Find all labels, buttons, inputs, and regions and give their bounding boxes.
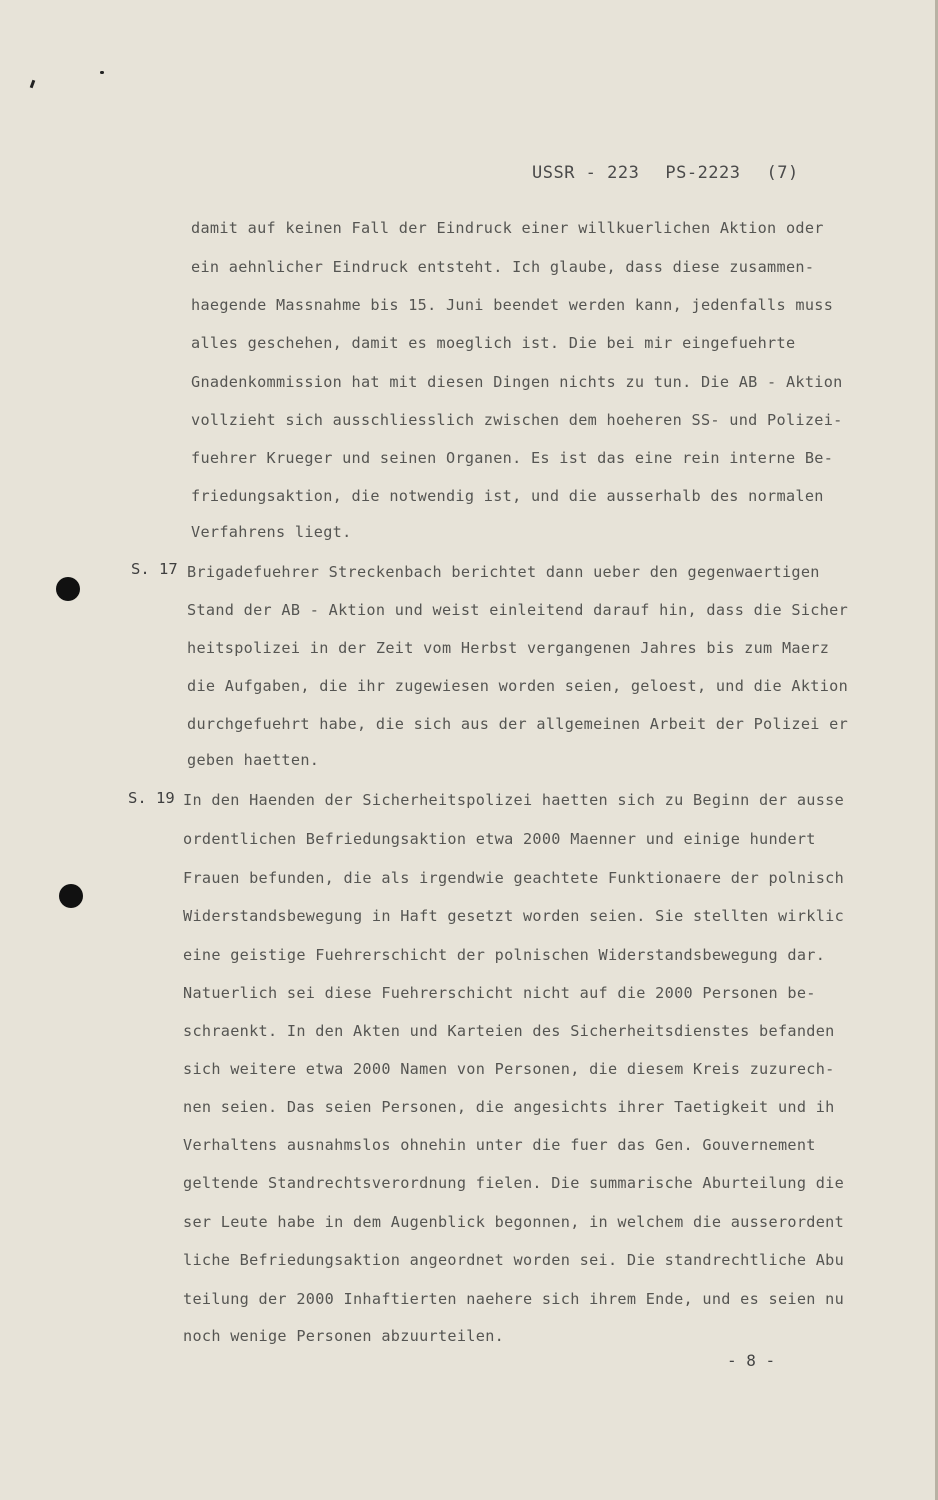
document-reference	[532, 163, 799, 183]
text-line: In den Haenden der Sicherheitspolizei haetten sich zu Beginn der ausse	[183, 791, 845, 809]
text-line: Widerstandsbewegung in Haft gesetzt worden seien. Sie stellten wirklic	[183, 907, 845, 925]
text-line: noch wenige Personen abzuurteilen.	[183, 1327, 505, 1345]
text-line: sich weitere etwa 2000 Namen von Personen, die diesem Kreis zuzurech-	[183, 1060, 835, 1078]
text-line: ordentlichen Befriedungsaktion etwa 2000 Maenner und einige hundert	[183, 830, 816, 848]
punch-hole-top	[56, 577, 80, 601]
ref-ps: PS-2223	[665, 163, 741, 183]
text-line: damit auf keinen Fall der Eindruck einer willkuerlichen Aktion oder	[191, 219, 824, 237]
text-line: eine geistige Fuehrerschicht der polnischen Widerstandsbewegung dar.	[183, 946, 826, 964]
text-line: Verfahrens liegt.	[191, 523, 352, 541]
text-line: nen seien. Das seien Personen, die angesichts ihrer Taetigkeit und ih	[183, 1098, 835, 1116]
text-line: heitspolizei in der Zeit vom Herbst vergangenen Jahres bis zum Maerz	[187, 639, 830, 657]
text-line: fuehrer Krueger und seinen Organen. Es ist das eine rein interne Be-	[191, 449, 834, 467]
text-line: durchgefuehrt habe, die sich aus der allgemeinen Arbeit der Polizei er	[187, 715, 849, 733]
punch-hole-bottom	[59, 884, 83, 908]
text-line: schraenkt. In den Akten und Karteien des Sicherheitsdienstes befanden	[183, 1022, 835, 1040]
section-label: S. 19	[128, 789, 175, 807]
ref-page: (7)	[766, 163, 799, 183]
page-number: - 8 -	[727, 1351, 776, 1370]
text-line: Gnadenkommission hat mit diesen Dingen nichts zu tun. Die AB - Aktion	[191, 373, 843, 391]
text-line: vollzieht sich ausschliesslich zwischen dem hoeheren SS- und Polizei-	[191, 411, 843, 429]
text-line: liche Befriedungsaktion angeordnet worden sei. Die standrechtliche Abu	[183, 1251, 845, 1269]
text-line: geltende Standrechtsverordnung fielen. Die summarische Aburteilung die	[183, 1174, 845, 1192]
section-label: S. 17	[131, 560, 178, 578]
text-line: teilung der 2000 Inhaftierten naehere sich ihrem Ende, und es seien nu	[183, 1290, 845, 1308]
text-line: Stand der AB - Aktion und weist einleitend darauf hin, dass die Sicher	[187, 601, 849, 619]
text-line: alles geschehen, damit es moeglich ist. Die bei mir eingefuehrte	[191, 334, 796, 352]
ref-ussr: USSR - 223	[532, 163, 640, 183]
text-line: Brigadefuehrer Streckenbach berichtet dann ueber den gegenwaertigen	[187, 563, 820, 581]
text-line: ein aehnlicher Eindruck entsteht. Ich glaube, dass diese zusammen-	[191, 258, 815, 276]
ink-dot	[100, 71, 104, 74]
ink-mark	[30, 80, 36, 89]
text-line: haegende Massnahme bis 15. Juni beendet werden kann, jedenfalls muss	[191, 296, 834, 314]
text-line: geben haetten.	[187, 751, 320, 769]
text-line: Verhaltens ausnahmslos ohnehin unter die fuer das Gen. Gouvernement	[183, 1136, 816, 1154]
text-line: Frauen befunden, die als irgendwie geachtete Funktionaere der polnisch	[183, 869, 845, 887]
text-line: ser Leute habe in dem Augenblick begonnen, in welchem die ausserordent	[183, 1213, 845, 1231]
text-line: Natuerlich sei diese Fuehrerschicht nicht auf die 2000 Personen be-	[183, 984, 816, 1002]
text-line: die Aufgaben, die ihr zugewiesen worden seien, geloest, und die Aktion	[187, 677, 849, 695]
text-line: friedungsaktion, die notwendig ist, und die ausserhalb des normalen	[191, 487, 824, 505]
